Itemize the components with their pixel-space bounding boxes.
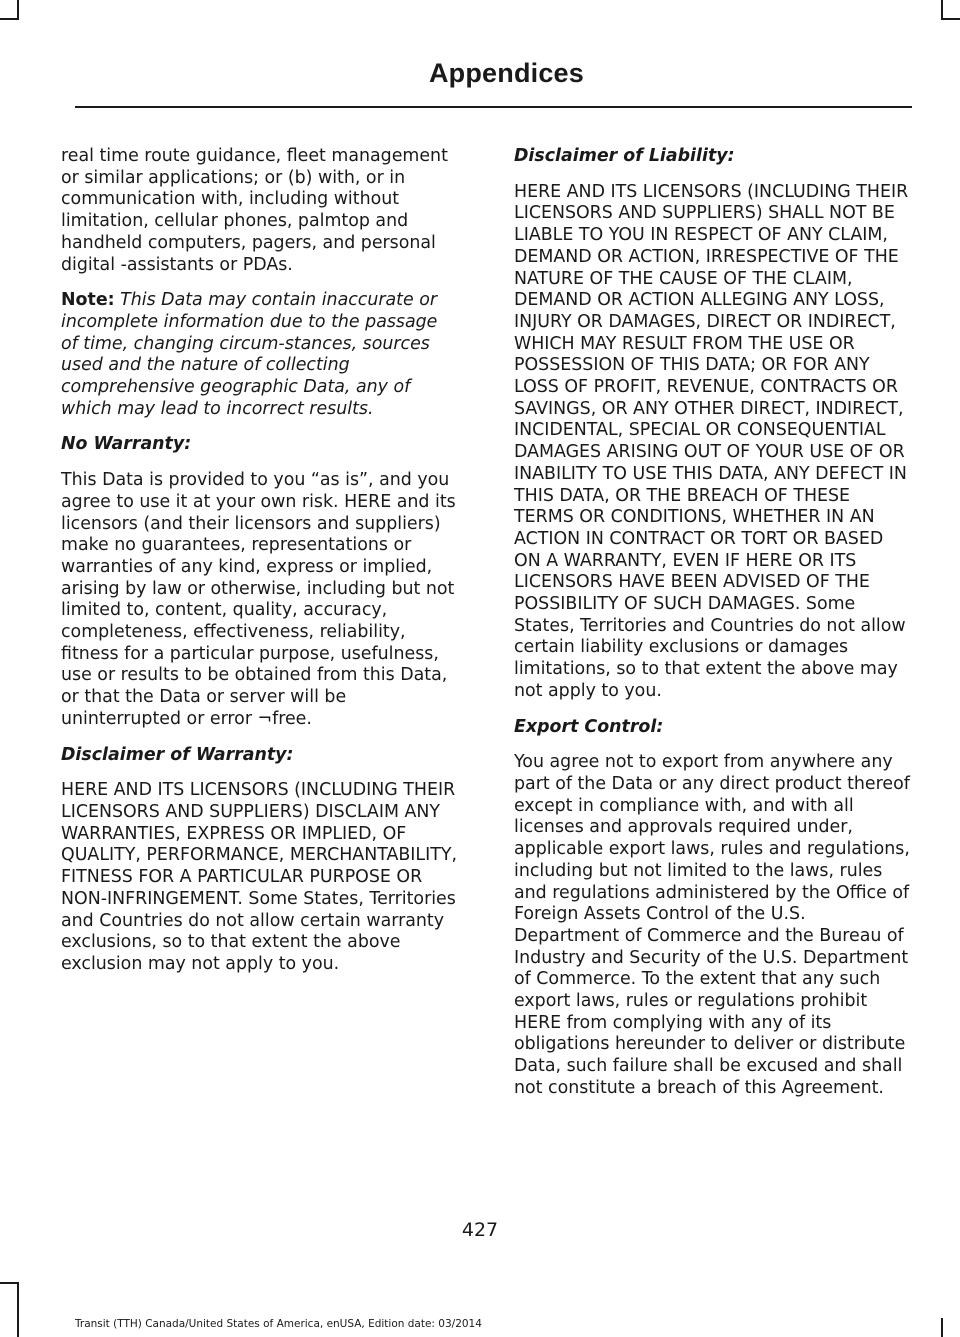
page-title: Appendices	[428, 58, 584, 88]
paragraph-applications: real time route guidance, fleet management or similar applications; or (b) with, or in communication with, including without limitation, cellular phones, palmtop and handheld computers, pagers, and personal digital -assistants or PDAs.	[61, 146, 448, 275]
note-text: This Data may contain inaccurate or incomplete information due to the passage of time, changing circum-stances, sources used and the nature of collecting comprehensive geographic Data, any of which may lead to incorrect results.	[61, 290, 438, 419]
edition-footer: Transit (TTH) Canada/United States of America, enUSA, Edition date: 03/2014	[75, 1318, 482, 1330]
paragraph-no-warranty: This Data is provided to you “as is”, and you agree to use it at your own risk. HERE and its licensors (and their licensors and suppliers) make no guarantees, representations or warranties of any kind, express or implied, arising by law or otherwise, including but not limited to, content, quality, accuracy, completeness, effectiveness, reliability, fitness for a particular purpose, usefulness, use or results to be obtained from this Data, or that the Data or server will be uninterrupted or error ¬free.	[61, 470, 456, 729]
paragraph-disclaimer-of-warranty: HERE AND ITS LICENSORS (INCLUDING THEIR LICENSORS AND SUPPLIERS) DISCLAIM ANY WARRANTIES, EXPRESS OR IMPLIED, OF QUALITY, PERFORMANCE, MERCHANTABILITY, FITNESS FOR A PARTICULAR PURPOSE OR NON-INFRINGEMENT. Some States, Territories and Countries do not allow certain warranty exclusions, so to that extent the above exclusion may not apply to you.	[61, 780, 458, 974]
header-rule	[75, 106, 912, 108]
paragraph-export-control: You agree not to export from anywhere any part of the Data or any direct product thereof except in compliance with, and with all licenses and approvals required under, applicable export laws, rules and regulations, including but not limited to the laws, rules and regulations administered by the Office of Foreign Assets Control of the U.S. Department of Commerce and the Bureau of Industry and Security of the U.S. Department of Commerce. To the extent that any such export laws, rules or regulations prohibit HERE from complying with any of its obligations hereunder to deliver or distribute Data, such failure shall be excused and shall not constitute a breach of this Agreement.	[514, 752, 910, 1098]
crop-mark-bottom-left-vertical	[17, 1282, 19, 1337]
crop-mark-bottom-right-vertical	[941, 1318, 943, 1337]
crop-mark-top-right-vertical	[941, 0, 943, 20]
heading-export-control: Export Control:	[514, 716, 664, 737]
heading-no-warranty: No Warranty:	[61, 434, 192, 455]
crop-mark-top-right-horizontal	[941, 18, 960, 20]
paragraph-disclaimer-of-liability: HERE AND ITS LICENSORS (INCLUDING THEIR LICENSORS AND SUPPLIERS) SHALL NOT BE LIABLE TO YOU IN RESPECT OF ANY CLAIM, DEMAND OR ACTION, IRRESPECTIVE OF THE NATURE OF THE CAUSE OF THE CLAIM, DEMAND OR ACTION ALLEGING ANY LOSS, INJURY OR DAMAGES, DIRECT OR INDIRECT, WHICH MAY RESULT FROM THE USE OR POSSESSION OF THIS DATA; OR FOR ANY LOSS OF PROFIT, REVENUE, CONTRACTS OR SAVINGS, OR ANY OTHER DIRECT, INDIRECT, INCIDENTAL, SPECIAL OR CONSEQUENTIAL DAMAGES ARISING OUT OF YOUR USE OF OR INABILITY TO USE THIS DATA, ANY DEFECT IN THIS DATA, OR THE BREACH OF THESE TERMS OR CONDITIONS, WHETHER IN AN ACTION IN CONTRACT OR TORT OR BASED ON A WARRANTY, EVEN IF HERE OR ITS LICENSORS HAVE BEEN ADVISED OF THE POSSIBILITY OF SUCH DAMAGES. Some States, Territories and Countries do not allow certain liability exclusions or damages limitations, so to that extent the above may not apply to you.	[514, 181, 909, 701]
note-paragraph	[61, 290, 459, 420]
crop-mark-top-left-horizontal	[0, 18, 19, 20]
right-column	[514, 146, 910, 1114]
crop-mark-top-left-vertical	[17, 0, 19, 20]
note-label: Note:	[61, 290, 115, 311]
left-column	[61, 146, 459, 990]
heading-disclaimer-of-liability: Disclaimer of Liability:	[514, 146, 735, 166]
heading-disclaimer-of-warranty: Disclaimer of Warranty:	[61, 744, 294, 765]
page-number: 427	[461, 1219, 499, 1241]
crop-mark-bottom-left-horizontal	[0, 1282, 19, 1284]
